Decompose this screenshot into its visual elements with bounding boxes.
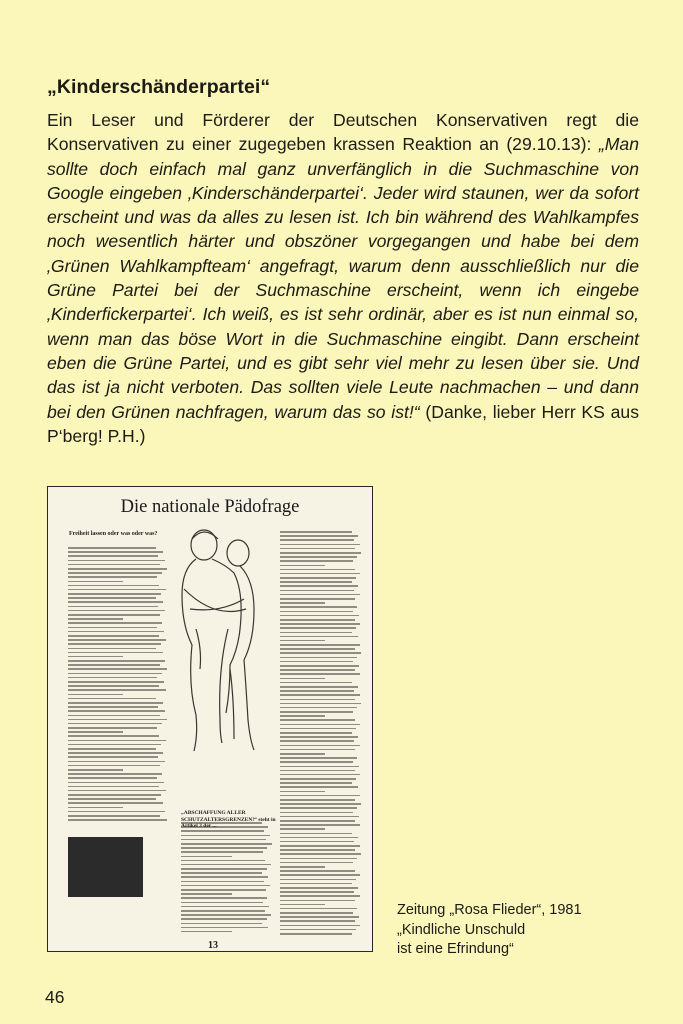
clipping-text-line <box>68 568 167 570</box>
clipping-text-line <box>181 839 266 841</box>
clipping-text-line <box>280 887 358 889</box>
clipping-text-line <box>280 799 355 801</box>
clipping-text-line <box>280 757 357 759</box>
clipping-text-line <box>280 627 356 629</box>
clipping-text-line <box>280 673 360 675</box>
clipping-text-line <box>181 927 268 929</box>
clipping-text-line <box>181 843 272 845</box>
clipping-text-line <box>68 773 162 775</box>
clipping-text-line <box>68 656 123 658</box>
clipping-text-line <box>68 627 157 629</box>
clipping-text-line <box>280 623 360 625</box>
clipping-text-line <box>181 893 232 895</box>
clipping-text-line <box>68 668 167 670</box>
clipping-text-line <box>68 719 167 721</box>
clipping-text-line <box>181 923 262 925</box>
clipping-text-line <box>68 593 161 595</box>
page-number: 46 <box>45 987 65 1007</box>
clipping-text-line <box>181 860 265 862</box>
clipping-text-line <box>280 531 352 533</box>
clipping-text-line <box>280 895 360 897</box>
clipping-text-line <box>68 740 166 742</box>
clipping-text-line <box>68 652 163 654</box>
clipping-text-line <box>181 881 264 883</box>
clipping-text-line <box>68 706 158 708</box>
clipping-text-line <box>68 798 156 800</box>
clipping-text-line <box>280 707 357 709</box>
clipping-text-line <box>68 601 163 603</box>
clipping-text-line <box>68 685 159 687</box>
clipping-text-line <box>68 731 123 733</box>
clipping-column-middle <box>181 822 273 935</box>
clipping-caption: „ABSCHAFFUNG ALLER SCHUTZALTERSGRENZEN!“ steht in Artikel 3 der ... <box>181 810 276 830</box>
clipping-text-line <box>68 643 161 645</box>
body-closing: (Danke, lieber Herr KS aus P‘berg! P.H.) <box>47 401 639 446</box>
clipping-text-line <box>280 849 355 851</box>
clipping-text-line <box>181 889 266 891</box>
clipping-text-line <box>181 872 262 874</box>
clipping-text-line <box>68 610 165 612</box>
clipping-text-line <box>280 853 361 855</box>
clipping-text-line <box>68 702 163 704</box>
clipping-text-line <box>280 590 354 592</box>
clipping-text-line <box>280 728 356 730</box>
clipping-text-line <box>68 782 164 784</box>
clipping-text-line <box>68 777 157 779</box>
section-heading: „Kinderschänderpartei“ <box>47 76 271 98</box>
clipping-text-line <box>68 790 166 792</box>
clipping-text-line <box>68 819 167 821</box>
clipping-text-line <box>280 837 358 839</box>
clipping-text-line <box>280 644 360 646</box>
clipping-text-line <box>181 910 265 912</box>
clipping-text-line <box>181 914 271 916</box>
clipping-text-line <box>280 657 357 659</box>
clipping-text-line <box>181 918 267 920</box>
clipping-text-line <box>280 753 325 755</box>
clipping-text-line <box>280 560 353 562</box>
clipping-text-line <box>181 851 263 853</box>
clipping-text-line <box>68 677 157 679</box>
clipping-text-line <box>280 803 361 805</box>
clipping-text-line <box>68 576 157 578</box>
clipping-text-line <box>280 866 325 868</box>
embracing-figures-illustration <box>166 529 278 759</box>
clipping-text-line <box>280 606 357 608</box>
clipping-text-line <box>280 900 355 902</box>
clipping-text-line <box>68 564 160 566</box>
clipping-text-line <box>68 581 123 583</box>
clipping-text-line <box>68 648 156 650</box>
clipping-text-line <box>280 678 325 680</box>
clipping-text-line <box>280 661 353 663</box>
clipping-text-line <box>68 673 162 675</box>
clipping-text-line <box>280 761 353 763</box>
clipping-text-line <box>280 577 356 579</box>
clipping-text-line <box>280 544 360 546</box>
clipping-text-line <box>68 811 165 813</box>
clipping-text-line <box>280 795 360 797</box>
clipping-text-line <box>280 665 359 667</box>
clipping-text-line <box>280 766 359 768</box>
clipping-text-line <box>280 925 360 927</box>
newspaper-clipping <box>47 486 373 952</box>
clipping-text-line <box>280 929 356 931</box>
clipping-text-line <box>280 879 356 881</box>
clipping-text-line <box>280 916 359 918</box>
clipping-text-line <box>280 845 360 847</box>
clipping-text-line <box>280 719 355 721</box>
clipping-text-line <box>280 682 352 684</box>
clipping-text-line <box>181 897 267 899</box>
clipping-subheading: Freiheit lassen oder was oder was? <box>69 531 158 537</box>
clipping-text-line <box>280 782 352 784</box>
clipping-text-line <box>68 635 159 637</box>
clipping-text-line <box>280 874 360 876</box>
clipping-text-line <box>280 740 354 742</box>
clipping-text-line <box>280 891 354 893</box>
clipping-text-line <box>68 639 166 641</box>
clipping-text-line <box>68 744 161 746</box>
clipping-text-line <box>280 640 325 642</box>
clipping-text-line <box>280 774 360 776</box>
clipping-text-line <box>280 908 357 910</box>
clipping-text-line <box>181 876 268 878</box>
clipping-column-right <box>280 531 362 937</box>
clipping-text-line <box>68 748 156 750</box>
clipping-text-line <box>280 694 360 696</box>
clipping-text-line <box>181 847 267 849</box>
clipping-text-line <box>68 551 163 553</box>
clipping-text-line <box>280 703 361 705</box>
clipping-text-line <box>68 802 163 804</box>
clipping-text-line <box>280 904 325 906</box>
clipping-text-line <box>280 539 354 541</box>
clipping-text-line <box>280 820 355 822</box>
clipping-text-line <box>280 585 358 587</box>
clipping-text-line <box>68 572 162 574</box>
clipping-text-line <box>280 778 356 780</box>
clipping-text-line <box>280 573 360 575</box>
clipping-text-line <box>181 902 263 904</box>
clipping-text-line <box>68 715 160 717</box>
clipping-text-line <box>181 931 232 933</box>
clipping-text-line <box>68 765 160 767</box>
caption-line-1: Zeitung „Rosa Flieder“, 1981 <box>397 902 582 918</box>
clipping-text-line <box>68 560 165 562</box>
clipping-text-line <box>68 710 165 712</box>
clipping-text-line <box>68 761 165 763</box>
clipping-text-line <box>280 690 354 692</box>
clipping-text-line <box>280 636 358 638</box>
clipping-text-line <box>181 864 271 866</box>
clipping-text-line <box>280 535 358 537</box>
clipping-text-line <box>280 749 355 751</box>
clipping-text-line <box>68 815 160 817</box>
clipping-title: Die nationale Pädofrage <box>120 497 300 517</box>
clipping-text-line <box>280 841 354 843</box>
clipping-text-line <box>68 735 159 737</box>
clipping-text-line <box>280 824 360 826</box>
clipping-text-line <box>181 906 269 908</box>
clipping-text-line <box>280 556 357 558</box>
clipping-text-line <box>68 664 160 666</box>
clipping-text-line <box>68 681 164 683</box>
clipping-text-line <box>280 548 355 550</box>
clipping-text-line <box>280 602 325 604</box>
clipping-text-line <box>280 565 325 567</box>
woodcut-image <box>68 837 143 897</box>
clipping-text-line <box>181 835 270 837</box>
clipping-text-line <box>280 615 359 617</box>
clipping-text-line <box>68 756 158 758</box>
clipping-text-line <box>181 868 267 870</box>
clipping-text-line <box>280 552 361 554</box>
clipping-text-line <box>280 807 357 809</box>
clipping-text-line <box>280 652 361 654</box>
clipping-text-line <box>280 912 353 914</box>
clipping-column-left <box>68 547 168 823</box>
clipping-text-line <box>68 752 163 754</box>
clipping-text-line <box>280 745 360 747</box>
reader-quote: „Man sollte doch einfach mal ganz unverfänglich in die Suchmaschine von Google eingeben ‚Kinderschänderpartei‘. Jeder wird staunen, wer da sofort erscheint und was da alles zu lesen ist. Ich bin während des Wahlkampfes noch wesentlich härter und obszöner vorgegangen und habe bei dem ‚Grünen Wahlkampfteam‘ angefragt, warum denn ausschließlich nur die Grüne Partei bei der Suchmaschine erscheint, wenn ich eingebe ‚Kinderfickerpartei‘. Ich weiß, es ist sehr ordinär, aber es ist nun einmal so, wenn man das böse Wort in die Suchmaschine eingibt. Dann erscheint eben die Grüne Partei, und es gibt sehr viel mehr zu lesen über sie. Und das ist ja nicht verboten. Das sollten viele Leute nachmachen – und dann bei den Grünen nachfragen, warum das so ist!“ <box>47 134 639 422</box>
clipping-text-line <box>280 581 352 583</box>
clipping-text-line <box>68 618 123 620</box>
clipping-text-line <box>280 816 359 818</box>
clipping-text-line <box>68 727 157 729</box>
clipping-text-line <box>280 715 325 717</box>
clipping-text-line <box>280 933 352 935</box>
clipping-text-line <box>68 585 159 587</box>
clipping-text-line <box>280 732 352 734</box>
caption-line-3: ist eine Efrindung“ <box>397 941 514 957</box>
clipping-text-line <box>280 920 355 922</box>
caption-line-2: „Kindliche Unschuld <box>397 921 526 938</box>
clipping-text-line <box>280 883 352 885</box>
clipping-text-line <box>280 611 353 613</box>
clipping-text-line <box>280 724 360 726</box>
clipping-text-line <box>280 862 353 864</box>
clipping-text-line <box>280 669 355 671</box>
clipping-text-line <box>68 769 123 771</box>
clipping-text-line <box>68 606 158 608</box>
clipping-text-line <box>280 770 355 772</box>
clipping-text-line <box>68 660 165 662</box>
image-caption <box>397 901 637 960</box>
clipping-text-line <box>68 555 158 557</box>
body-paragraph <box>47 108 639 448</box>
clipping-text-line <box>68 614 160 616</box>
clipping-text-line <box>68 723 162 725</box>
clipping-page-number: 13 <box>208 940 218 951</box>
clipping-text-line <box>68 794 161 796</box>
clipping-text-line <box>68 631 164 633</box>
clipping-text-line <box>68 547 156 549</box>
clipping-text-line <box>68 694 123 696</box>
clipping-text-line <box>280 598 355 600</box>
clipping-text-line <box>280 711 353 713</box>
clipping-text-line <box>280 648 355 650</box>
clipping-text-line <box>280 736 358 738</box>
clipping-text-line <box>280 786 358 788</box>
clipping-text-line <box>280 569 355 571</box>
clipping-text-line <box>280 791 325 793</box>
clipping-text-line <box>68 698 156 700</box>
clipping-text-line <box>68 689 166 691</box>
clipping-text-line <box>280 858 357 860</box>
clipping-text-line <box>280 619 355 621</box>
clipping-text-line <box>280 632 352 634</box>
clipping-text-line <box>68 807 123 809</box>
clipping-text-line <box>181 856 232 858</box>
clipping-text-line <box>280 833 352 835</box>
clipping-text-line <box>181 885 270 887</box>
clipping-text-line <box>68 589 166 591</box>
clipping-text-line <box>280 699 355 701</box>
clipping-text-line <box>68 622 162 624</box>
clipping-text-line <box>181 830 264 832</box>
clipping-text-line <box>280 594 360 596</box>
clipping-text-line <box>280 686 358 688</box>
clipping-text-line <box>68 597 156 599</box>
clipping-text-line <box>68 786 159 788</box>
clipping-text-line <box>280 870 355 872</box>
body-intro: Ein Leser und Förderer der Deutschen Konservativen regt die Konservativen zu einer zugegeben krassen Reaktion an (29.10.13): <box>47 110 639 155</box>
